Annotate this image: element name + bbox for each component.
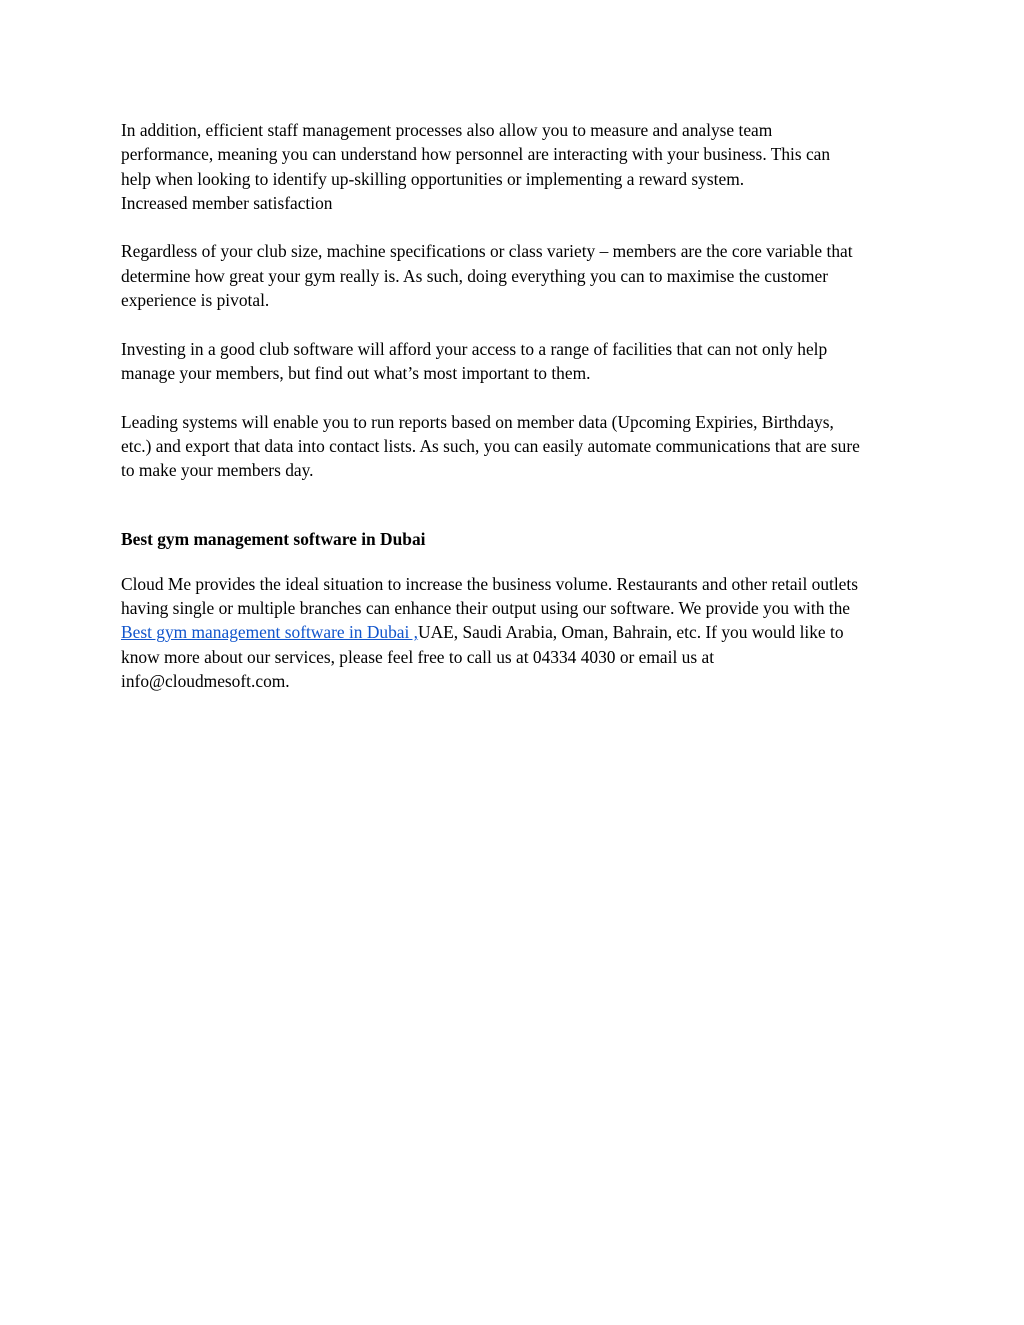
- text-line: Regardless of your club size, machine specifications or class variety – members are the core variable that: [121, 241, 853, 262]
- document-body: [121, 118, 911, 718]
- section-heading: Best gym management software in Dubai: [121, 529, 426, 550]
- text-line: help when looking to identify up-skilling opportunities or implementing a reward system.: [121, 168, 745, 189]
- blank-line: [121, 215, 911, 239]
- email-text: info@cloudmesoft.com.: [121, 670, 290, 691]
- text-line: performance, meaning you can understand how personnel are interacting with your business. This can: [121, 144, 831, 165]
- text-after-link: UAE, Saudi Arabia, Oman, Bahrain, etc. If you would like to: [418, 622, 844, 643]
- subheading-member-satisfaction: Increased member satisfaction: [121, 192, 333, 213]
- text-line: determine how great your gym really is. As such, doing everything you can to maximise the customer: [121, 265, 829, 286]
- text-line: having single or multiple branches can enhance their output using our software. We provide you with the: [121, 598, 850, 619]
- paragraph-cloud-me: [121, 572, 911, 693]
- text-line: know more about our services, please feel free to call us at 04334 4030 or email us at: [121, 646, 715, 667]
- text-line: In addition, efficient staff management processes also allow you to measure and analyse team: [121, 120, 773, 140]
- text-line: Investing in a good club software will afford your access to a range of facilities that can not only help: [121, 338, 828, 359]
- text-line: Leading systems will enable you to run reports based on member data (Upcoming Expiries, Birthdays,: [121, 411, 834, 432]
- paragraph-club-size: [121, 239, 911, 312]
- text-line: manage your members, but find out what’s most important to them.: [121, 362, 591, 383]
- text-line: Cloud Me provides the ideal situation to increase the business volume. Restaurants and other retail outlets: [121, 573, 859, 594]
- text-line: etc.) and export that data into contact lists. As such, you can easily automate communications that are sure: [121, 435, 860, 456]
- text-line: to make your members day.: [121, 460, 314, 481]
- paragraph-staff-management: [121, 118, 911, 215]
- paragraph-leading-systems: [121, 410, 911, 483]
- gym-software-link[interactable]: Best gym management software in Dubai ,: [121, 622, 419, 643]
- text-line: experience is pivotal.: [121, 290, 270, 311]
- text-line-with-link: [121, 620, 911, 644]
- paragraph-club-software: [121, 337, 911, 386]
